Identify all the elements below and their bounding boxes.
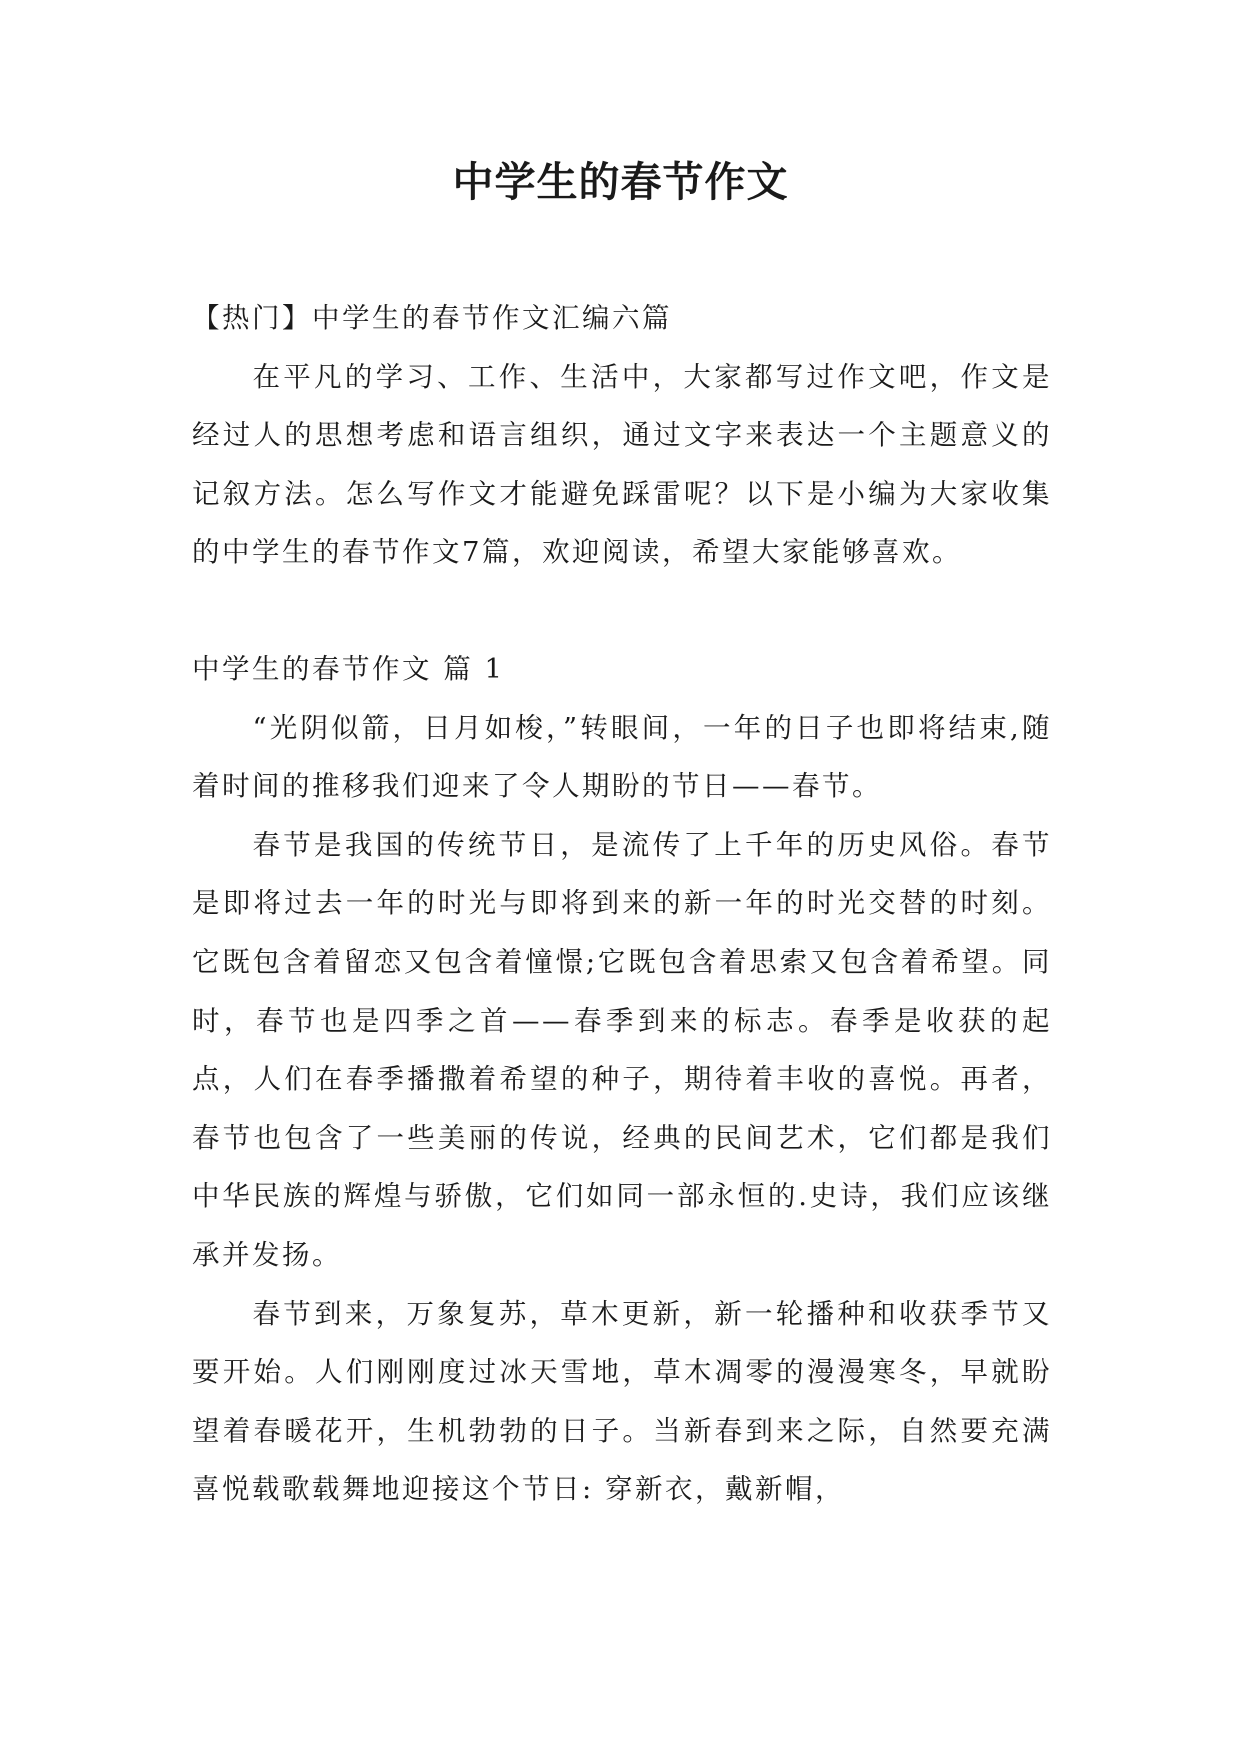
section-heading: 中学生的春节作文 篇 1: [192, 652, 505, 685]
document-subtitle: 【热门】中学生的春节作文汇编六篇: [192, 302, 672, 334]
body-paragraph-1: “光阴似箭，日月如梭，”转眼间，一年的日子也即将结束,随着时间的推移我们迎来了令人期盼的节日——春节。: [192, 711, 1052, 803]
document-title: 中学生的春节作文: [452, 158, 789, 206]
intro-paragraph: 在平凡的学习、工作、生活中，大家都写过作文吧，作文是经过人的思想考虑和语言组织，通过文字来表达一个主题意义的记叙方法。怎么写作文才能避免踩雷呢？以下是小编为大家收集的中学生的春节作文7篇，欢迎阅读，希望大家能够喜欢。: [192, 360, 1052, 569]
document-body: [192, 289, 1052, 1519]
body-paragraph-2: 春节是我国的传统节日，是流传了上千年的历史风俗。春节是即将过去一年的时光与即将到来的新一年的时光交替的时刻。它既包含着留恋又包含着憧憬;它既包含着思索又包含着希望。同时，春节也是四季之首——春季到来的标志。春季是收获的起点，人们在春季播撒着希望的种子，期待着丰收的喜悦。再者，春节也包含了一些美丽的传说，经典的民间艺术，它们都是我们中华民族的辉煌与骄傲，它们如同一部永恒的.史诗，我们应该继承并发扬。: [192, 828, 1052, 1271]
body-paragraph-3: 春节到来，万象复苏，草木更新，新一轮播种和收获季节又要开始。人们刚刚度过冰天雪地，草木凋零的漫漫寒冬，早就盼望着春暖花开，生机勃勃的日子。当新春到来之际，自然要充满喜悦载歌载舞地迎接这个节日: 穿新衣，戴新帽，: [192, 1297, 1052, 1506]
